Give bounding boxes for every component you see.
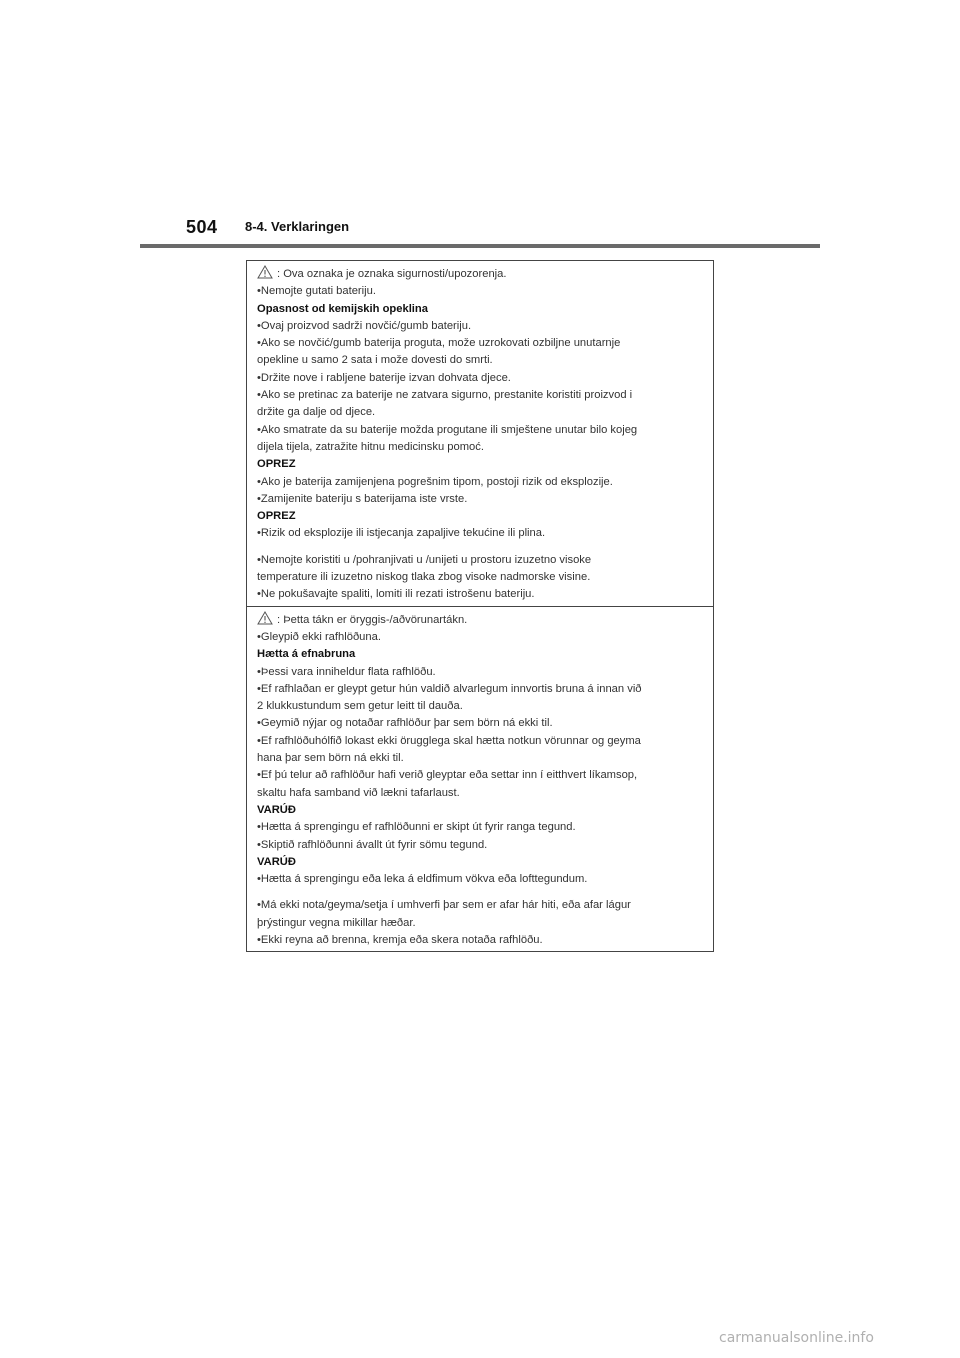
text-line: •Ne pokušavajte spaliti, lomiti ili rezati istrošenu bateriju.: [257, 588, 535, 601]
section-lines: [257, 283, 713, 603]
section-heading: VARÚÐ: [257, 855, 296, 868]
page-header: [0, 0, 960, 250]
section-heading: Opasnost od kemijskih opeklina: [257, 302, 428, 315]
text-line: •Ekki reyna að brenna, kremja eða skera notaða rafhlöðu.: [257, 933, 543, 946]
text-line: •Nemojte gutati bateriju.: [257, 285, 376, 298]
warning-section-icelandic: [247, 606, 713, 952]
section-lines: [257, 629, 713, 949]
text-line: •Nemojte koristiti u /pohranjivati u /unijeti u prostoru izuzetno visoke: [257, 553, 592, 566]
watermark: carmanualsonline.info: [719, 1330, 874, 1346]
text-line: skaltu hafa samband við lækni tafarlaust.: [257, 786, 460, 799]
text-line: •Ako smatrate da su baterije možda progutane ili smještene unutar bilo kojeg: [257, 423, 638, 436]
text-line: dijela tijela, zatražite hitnu medicinsku pomoć.: [257, 440, 484, 453]
text-line: •Ef rafhlöðuhólfið lokast ekki örugglega skal hætta notkun vörunnar og geyma: [257, 734, 641, 747]
text-line: •Hætta á sprengingu ef rafhlöðunni er skipt út fyrir ranga tegund.: [257, 821, 576, 834]
text-line: •Má ekki nota/geyma/setja í umhverfi þar sem er afar hár hiti, eða afar lágur: [257, 899, 631, 912]
text-line: hana þar sem börn ná ekki til.: [257, 752, 404, 765]
symbol-line: [257, 265, 713, 283]
text-line: •Zamijenite bateriju s baterijama iste vrste.: [257, 492, 468, 505]
section-heading: VARÚÐ: [257, 803, 296, 816]
symbol-text: : Ova oznaka je oznaka sigurnosti/upozorenja.: [277, 268, 507, 280]
warning-triangle-icon: [257, 611, 273, 625]
section-heading: OPREZ: [257, 458, 296, 471]
text-line: •Gleypið ekki rafhlöðuna.: [257, 630, 381, 643]
text-line: •Skiptið rafhlöðunni ávallt út fyrir sömu tegund.: [257, 838, 488, 851]
text-line: þrýstingur vegna mikillar hæðar.: [257, 916, 416, 929]
header-divider: [140, 244, 820, 248]
text-line: •Ovaj proizvod sadrži novčić/gumb bateriju.: [257, 319, 472, 332]
warning-triangle-icon: [257, 265, 273, 279]
text-line: temperature ili izuzetno niskog tlaka zbog visoke nadmorske visine.: [257, 571, 591, 584]
text-line: •Þessi vara inniheldur flata rafhlöðu.: [257, 665, 436, 678]
text-line: 2 klukkustundum sem getur leitt til dauða.: [257, 700, 463, 713]
text-line: opekline u samo 2 sata i može dovesti do smrti.: [257, 354, 493, 367]
text-line: •Rizik od eksplozije ili istjecanja zapaljive tekućine ili plina.: [257, 527, 546, 540]
text-line: •Ako se novčić/gumb baterija proguta, može uzrokovati ozbiljne unutarnje: [257, 337, 621, 350]
section-title: 8-4. Verklaringen: [245, 219, 350, 234]
text-line: •Geymið nýjar og notaðar rafhlöður þar sem börn ná ekki til.: [257, 717, 553, 730]
text-line: •Držite nove i rabljene baterije izvan dohvata djece.: [257, 371, 511, 384]
symbol-text: : Þetta tákn er öryggis-/aðvörunartákn.: [277, 613, 468, 626]
text-line: držite ga dalje od djece.: [257, 406, 376, 419]
section-heading: OPREZ: [257, 510, 296, 523]
text-line: •Ef þú telur að rafhlöður hafi verið gleyptar eða settar inn í eitthvert líkamsop,: [257, 769, 638, 782]
warning-section-croatian: [247, 261, 713, 606]
text-line: •Hætta á sprengingu eða leka á eldfimum vökva eða lofttegundum.: [257, 873, 588, 886]
text-line: •Ako se pretinac za baterije ne zatvara sigurno, prestanite koristiti proizvod i: [257, 389, 633, 402]
battery-warning-box: [246, 260, 714, 952]
symbol-line: [257, 611, 713, 629]
text-line: •Ako je baterija zamijenjena pogrešnim tipom, postoji rizik od eksplozije.: [257, 475, 613, 488]
section-heading: Hætta á efnabruna: [257, 648, 356, 661]
page-number: 504: [186, 217, 218, 237]
text-line: •Ef rafhlaðan er gleypt getur hún valdið alvarlegum innvortis bruna á innan við: [257, 682, 642, 695]
